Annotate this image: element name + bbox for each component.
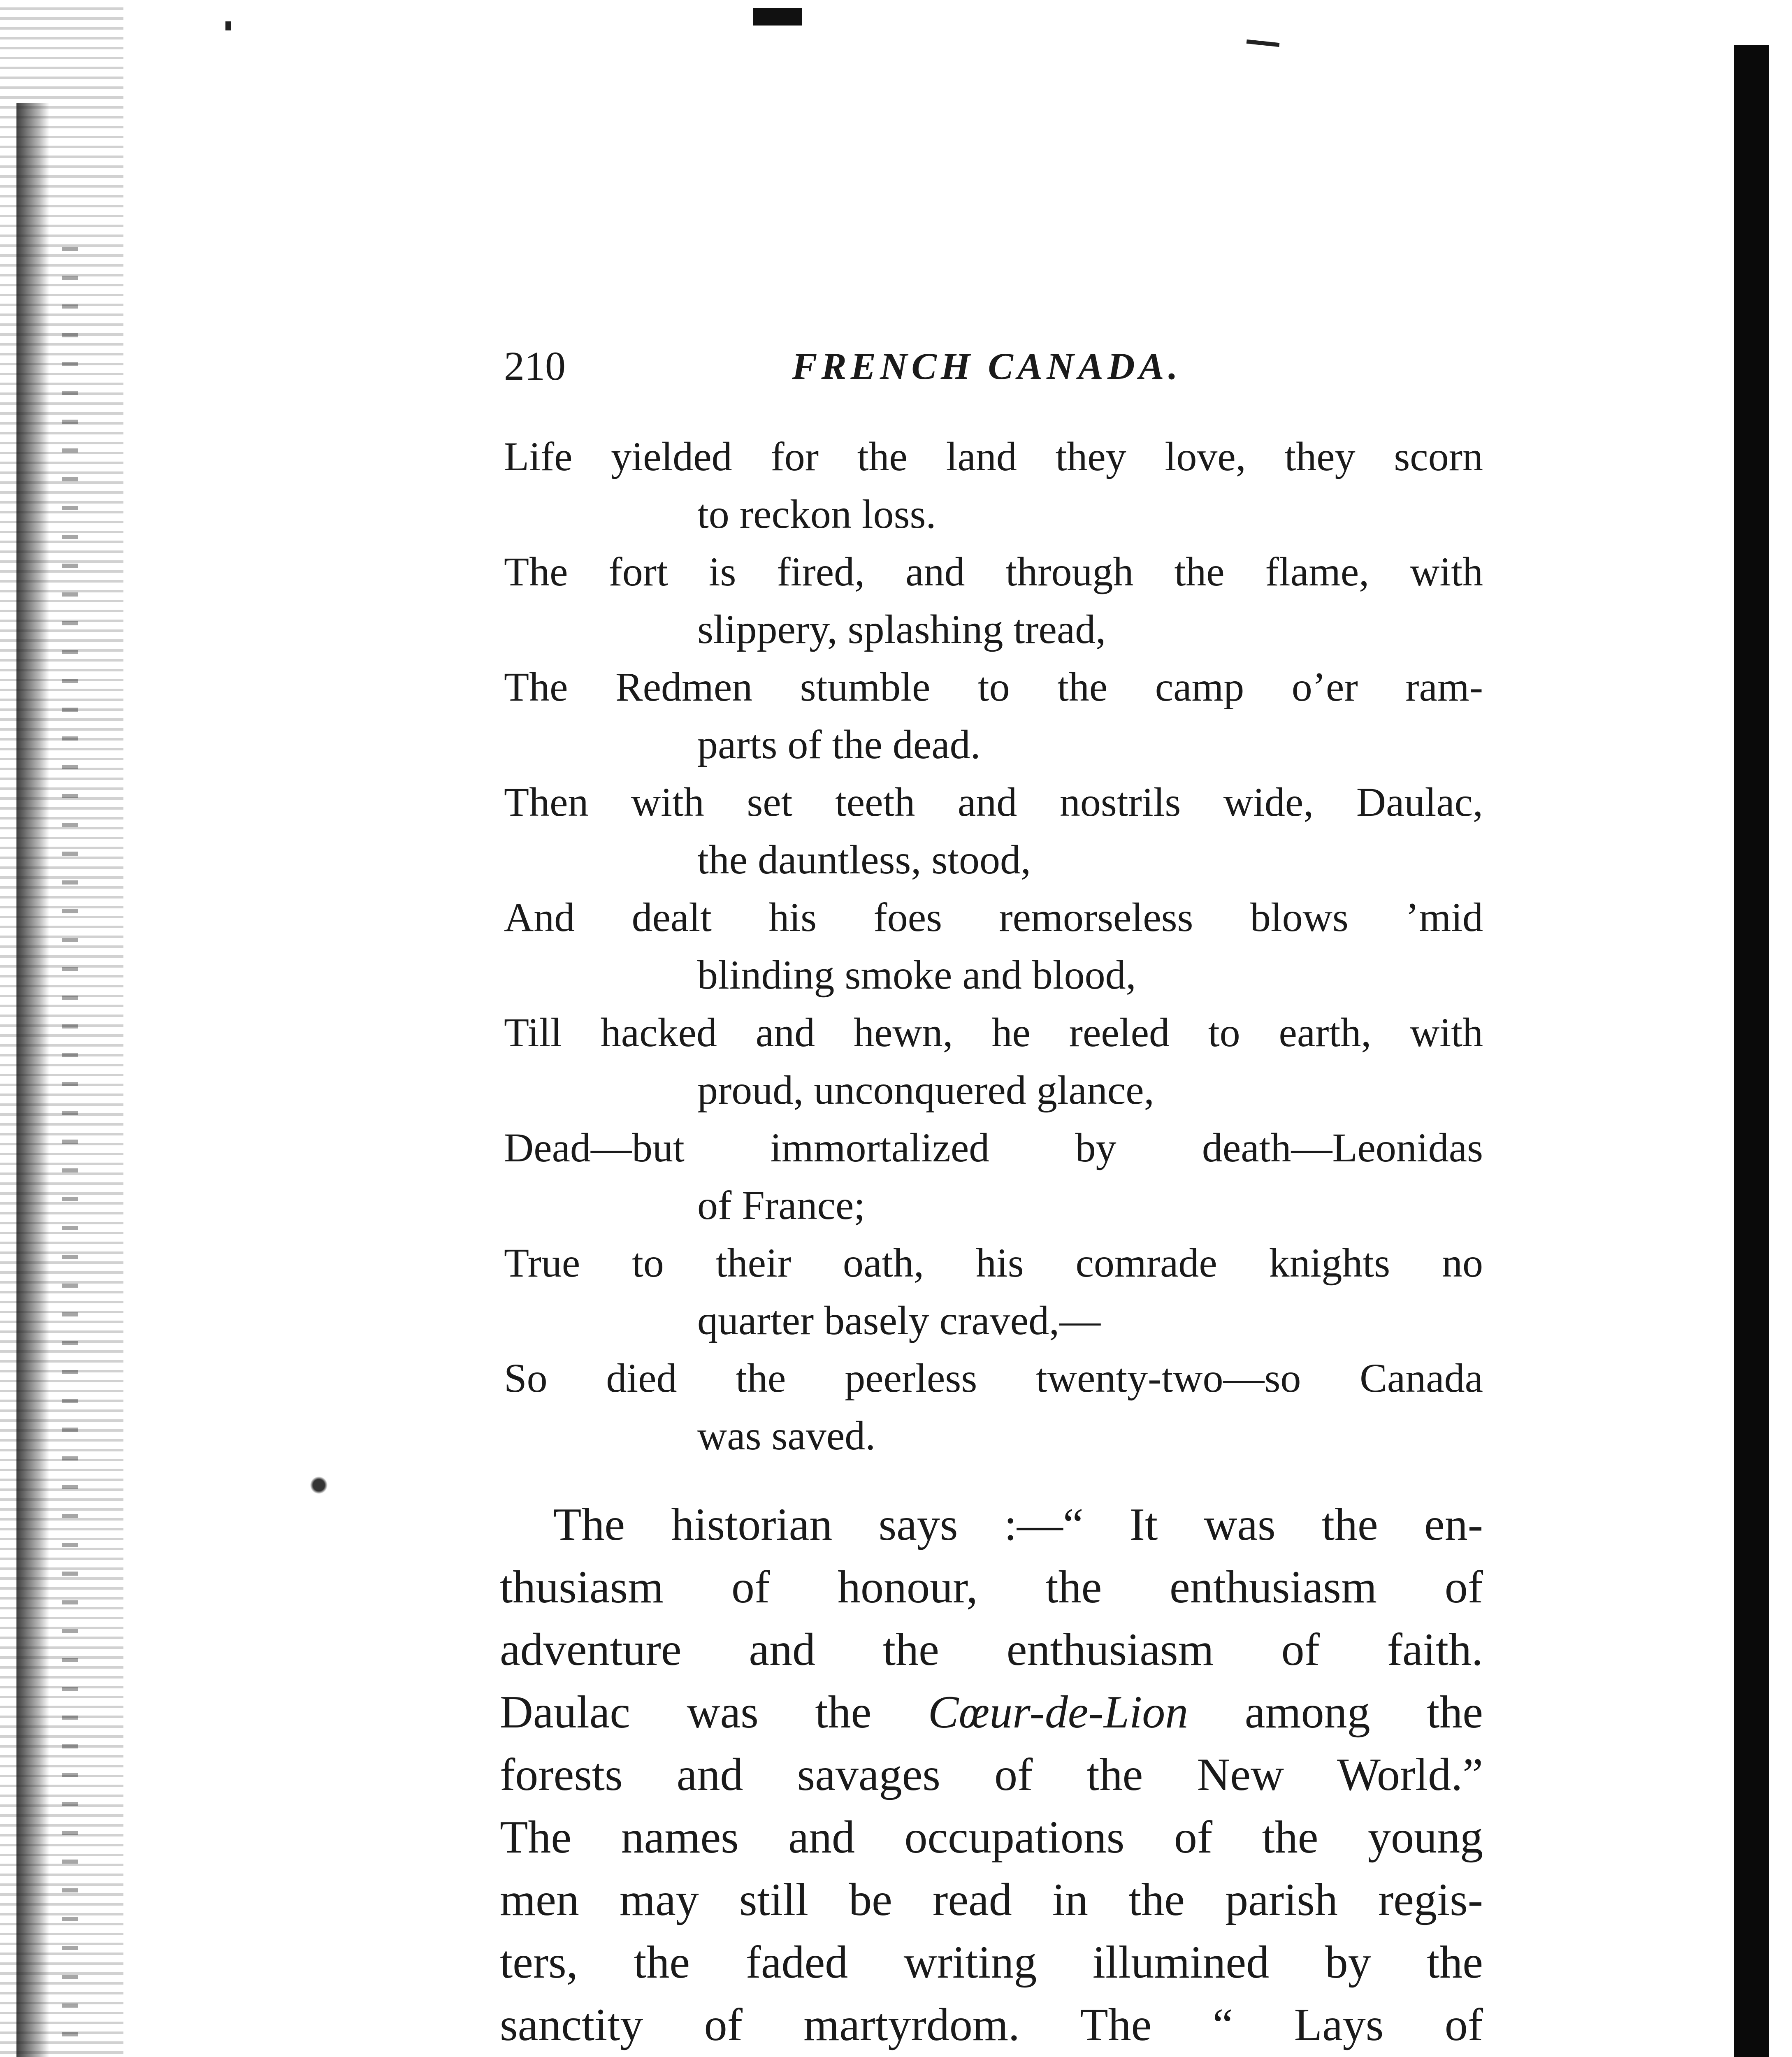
scan-shadow-left <box>16 103 49 2057</box>
prose-line: thusiasm of honour, the enthusiasm of <box>500 1562 1483 1613</box>
prose-line: The names and occupations of the young <box>500 1812 1483 1863</box>
poem-line: proud, unconquered glance, <box>697 1067 1154 1113</box>
prose-line: ters, the faded writing illumined by the <box>500 1937 1483 1988</box>
poem-line: The Redmen stumble to the camp o’er ram- <box>504 664 1483 710</box>
prose-text: among the <box>1188 1687 1483 1738</box>
page-header <box>504 341 1183 391</box>
prose-line: The historian says :—“ It was the en- <box>553 1499 1483 1550</box>
prose-line <box>500 1681 1483 1744</box>
prose-line: adventure and the enthusiasm of faith. <box>500 1624 1483 1675</box>
poem-line: was saved. <box>697 1413 876 1458</box>
poem-line: The fort is fired, and through the flame, with <box>504 549 1483 594</box>
page-number: 210 <box>504 343 566 389</box>
poem-line: parts of the dead. <box>697 722 981 767</box>
prose-line: sanctity of martyrdom. The “ Lays of <box>500 1999 1483 2050</box>
poem-line: of France; <box>697 1182 866 1228</box>
poem-line: So died the peerless twenty-two—so Canada <box>504 1355 1483 1401</box>
poem-line: Then with set teeth and nostrils wide, Daulac, <box>504 779 1483 825</box>
scan-mark-top <box>753 8 802 26</box>
poem-line: quarter basely craved,— <box>697 1298 1101 1343</box>
scan-dash-top <box>1247 39 1280 47</box>
prose-line: men may still be read in the parish regis- <box>500 1874 1483 1925</box>
poem-line: the dauntless, stood, <box>697 837 1031 882</box>
poem-line: Life yielded for the land they love, they scorn <box>504 434 1483 479</box>
scan-shadow-right <box>1734 45 1769 2057</box>
poem-line: to reckon loss. <box>697 491 936 537</box>
italic-phrase: Cœur-de-Lion <box>928 1687 1188 1738</box>
poem-line: blinding smoke and blood, <box>697 952 1136 998</box>
poem-line: Till hacked and hewn, he reeled to earth, with <box>504 1010 1483 1055</box>
poem-line: True to their oath, his comrade knights no <box>504 1240 1483 1286</box>
poem-line: slippery, splashing tread, <box>697 606 1106 652</box>
poem-line: Dead—but immortalized by death—Leonidas <box>504 1125 1483 1170</box>
running-head: FRENCH CANADA. <box>792 345 1182 387</box>
prose-text: Daulac was the <box>500 1687 928 1738</box>
prose-paragraph <box>500 1493 1483 2056</box>
scan-tick-top <box>225 21 231 30</box>
prose-line: forests and savages of the New World.” <box>500 1749 1483 1800</box>
ink-speck <box>309 1475 329 1495</box>
poem-block <box>504 428 1483 1465</box>
poem-line: And dealt his foes remorseless blows ’mid <box>504 894 1483 940</box>
scan-noise-left <box>62 247 78 2057</box>
